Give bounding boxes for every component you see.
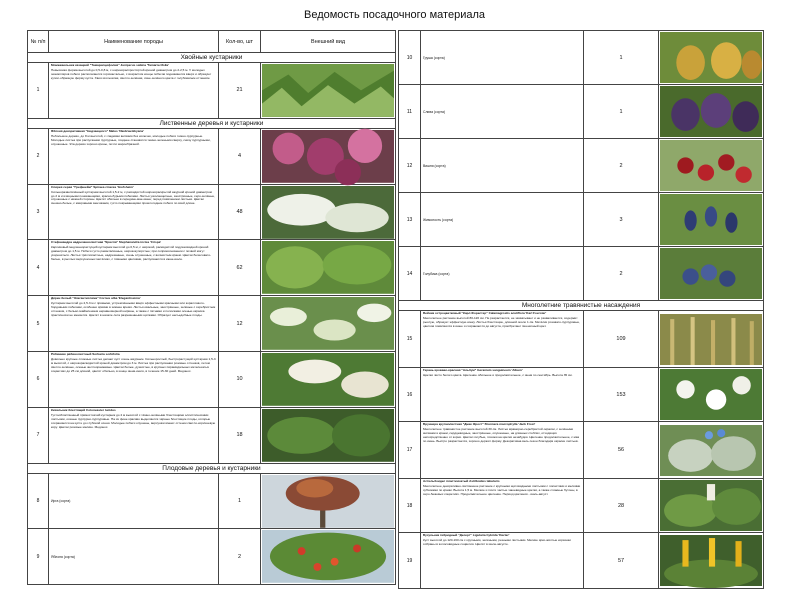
plant-qty: 1 <box>584 85 659 139</box>
plant-name: Слива (сорта) <box>421 85 584 139</box>
ligularia-photo <box>660 535 762 586</box>
right-planting-table <box>398 30 764 589</box>
pear-photo <box>660 32 762 83</box>
plant-name: Рябинник рябинолистный Sorbaria sorbifolia <box>51 351 120 356</box>
plant-description: Густооблиственный прямостоячий кустарник до 2 м высотой с тёмно-зелёными блестящими эллиптическими листьями, осенью пурпурно-пурпуровые. На их фоне красиво выделяются чёрные блестящие плоды, которые сохраняются на кусте до глубокой осени. Молодые побеги опушены, верхушки имеют оттенок светло-коричневую кору. Цветки розовые мелкие. Медонос. <box>51 412 216 429</box>
table-row: 11 Слива (сорта) 1 <box>399 85 764 139</box>
plum-photo <box>660 86 762 137</box>
table-row: 5 Дёрен белый "Элегантиссима" Cornus alba 'Elegantissima' Кустарник высотой до 2,5-3 м с прямыми, устремлёнными вверх эффектными красными или кораллового-бордовыми побегами, особенно яркими в зимнее время. Листья овальные, заострённые, зелёные с серебристым оттенком, с белым окаймлением неравномерной ширины, а также с пятнами и полосками осенью окраска практически не меняется. Цветёт в начале лета разреженными щитками. Образует несъедобные плоды. 12 <box>28 296 396 352</box>
grass-photo <box>660 314 762 365</box>
plant-description: Цветки чисто белого цвета. Цветение обильное и продолжительное, с июня по сентябрь. Высота 35 см. <box>423 372 573 377</box>
header-qty: Кол-во, шт <box>219 31 261 53</box>
plant-qty: 10 <box>219 351 261 407</box>
plant-qty: 4 <box>219 128 261 184</box>
plant-qty: 62 <box>219 240 261 296</box>
geranium-photo <box>660 369 762 420</box>
plant-qty: 12 <box>219 296 261 352</box>
table-header-row <box>28 31 396 53</box>
plant-qty: 3 <box>584 193 659 247</box>
plant-name: Кизильник блестящий Cotoneaster lucidus <box>51 407 116 412</box>
plant-description: Многолетнее растение высотой 80-120 см. Не разрастается, не захватывает и не разваливается, содержит рыхлую, образует эффектную конку. Листья блестящие, длинной около 1 см. Метёлки розовато-пурпуровые, цветков появляются в июне и сохраняются до августа, приобретают пшеничный цвет. <box>423 315 580 328</box>
amelanchier-photo <box>262 475 394 528</box>
cotoneaster-photo <box>262 409 394 462</box>
stephanandra-photo <box>262 241 394 294</box>
plant-name: Жимолость (сорта) <box>421 193 584 247</box>
plant-description: Многолетнее травянистое растение высотой 30 см. Листья мраморно-серебристой окраски, с зелёными жилками и краем, сердцевидные, заострённые, опушенные, на длинных стеблях, отходящих непосредственно от корня. Цветки голубые, похожи на цветки незабудки. Цветение продолжительное, с мая по июнь. Быстро разрастается, хорошо держит форму. Декоративна весь сезон благодаря окраске листьев. <box>423 426 580 443</box>
spiraea-photo <box>262 186 394 239</box>
plant-description: Кустарник высотой до 2,5-3 м с прямыми, устремлёнными вверх эффектными красными или кораллового-бордовыми побегами, особенно яркими в зимнее время. Листья овальные, заострённые, зелёные с серебристым оттенком, с белым окаймлением неравномерной ширины, а также с пятнами и полосками осенью окраска практически не меняется. Цветёт в начале лета разреженными щитками. Образует несъедобные плоды. <box>51 301 216 317</box>
header-look: Внешний вид <box>261 31 396 53</box>
plant-qty: 153 <box>584 368 659 422</box>
plant-description: Куст высотой до 120-160 см с крупными, зелёными, резными листьями. Мелкие ярко-жёлтые корзинки собраны в колосовидные соцветия. Цветёт в июле-августе. <box>423 537 571 546</box>
table-row: 6 Рябинник рябинолистный Sorbaria sorbifolia Довольно крупные сложные листья делают куст очень ажурным. Сильнорослый, быстрорастущий кустарник 1,5-3 м высотой, с широкораскидистой кроной диаметром до 3 м. Листья при распускании розовые оттенков, летом светло-зелёные, осенью желтооранжевые. Цветки белые, душистые, в крупных пирамидальных метельчатых соцветиях до 25 см длиной, цветёт обильно, в конце июня-июля, в течение 15-30 дней. Медонос. 10 <box>28 351 396 407</box>
plant-description: Довольно крупные сложные листья делают куст очень ажурным. Сильнорослый, быстрорастущий кустарник 1,5-3 м высотой, с широкораскидистой кроной диаметром до 3 м. Листья при распускании розовые оттенков, летом светло-зелёные, осенью желтооранжевые. Цветки белые, душистые, в крупных пирамидальных метельчатых соцветиях до 25 см длиной, цветёт обильно, в конце июня-июля, в течение 15-30 дней. Медонос. <box>51 356 216 373</box>
plant-qty: 2 <box>219 529 261 585</box>
table-row: 3 Спирея серая "Грефшейм" Spiraea cinerea 'Grefsheim' Сильноразветвлённый кустарник высотой 1,5-2 м, с раскидистой широкораскрытой ажурной кроной диаметром до 2 м и изящными поникающими, красно-бурыми побегами. Листья узколанцетные, заострённые, серо-зелёные, опушенные с нижней стороны. Цветёт обильно в середине-мае-июне; перед появлением листьев. Цветки снежно-белые, с махровыми венчиками, густо покрывающими прошлогодние побеги по всей длине. 48 <box>28 184 396 240</box>
page-title: Ведомость посадочного материала <box>304 9 485 21</box>
plant-name: Дёрен белый "Элегантиссима" Cornus alba 'Elegantissima' <box>51 296 141 301</box>
table-row: 2 Яблоня декоративная "Недзвецкого" Malus 'Niedzwetzkyana' Небольшое дерево, до 8 м высотой, с гладкими ветвями без колючек, молодые побеги темно-пурпурные. Молодые листья при распускании пурпурные, позднее становятся темно-зелеными сверху, снизу пурпурными, опушенные. Эта дерево хорошо кроны, почти шарообразной. 4 <box>28 128 396 184</box>
apple-photo <box>262 530 394 583</box>
section-row-fruit: Плодовые деревья и кустарники <box>28 463 396 473</box>
section-row-perennials: Многолетние травянистые насаждения <box>399 301 764 311</box>
plant-description: Многолетнее декоративно-лиственное растение с крупными щитовидными листьями с лопастями и мелкими зубчиками по краям. Высота 1,5 м. Мелкие и почти частые чашевидные цветки, а также сложные бутоны, в серо-бежевых соцветиях. Продолжительное цветение. Период цветения - июль-август. <box>423 483 581 496</box>
plant-name: Вишня (сорта) <box>421 139 584 193</box>
plant-qty: 2 <box>584 247 659 301</box>
plant-name: Вейник остроцветковый "Карл Форестер" Calamagrostis acutiflora 'Karl Foerster' <box>423 311 547 315</box>
plant-name: Спирея серая "Грефшейм" Spiraea cinerea 'Grefsheim' <box>51 184 134 189</box>
table-row: 16 Герань кроваво-красная "Альбум" Geranium sanguineum 'Album' Цветки чисто белого цвета. Цветение обильное и продолжительное, с июня по сентябрь. Высота 35 см. 153 <box>399 368 764 422</box>
table-row: 1 Можжевельник казацкий "Тамарисцифолия" Juniperus sabina 'Tamariscifolia' Невысокая форма высотой до 0,5-0,8 м, с широкораспростёртой кроной диаметром до 2-2,5 м. У молодых экземпляров побеги располагаются горизонтально, с возрастом концы побегов поднимаются вверх и образуют купол-образную форму куста. Хвоя игольчатая, светло-зелёная, сине-зелёного цвета с голубоватым оттенком. 21 <box>28 63 396 119</box>
section-row-conifers: Хвойные кустарники <box>28 53 396 63</box>
table-row: 14 Голубика (сорта) 2 <box>399 247 764 301</box>
plant-qty: 1 <box>584 31 659 85</box>
plant-qty: 1 <box>219 473 261 529</box>
table-row: 12 Вишня (сорта) 2 <box>399 139 764 193</box>
plant-qty: 28 <box>584 479 659 533</box>
plant-qty: 48 <box>219 184 261 240</box>
plant-qty: 2 <box>584 139 659 193</box>
sorbaria-photo <box>262 353 394 406</box>
table-row: 10 Груша (сорта) 1 <box>399 31 764 85</box>
cherry-photo <box>660 140 762 191</box>
plant-name: Голубика (сорта) <box>421 247 584 301</box>
honeysuckle-photo <box>660 194 762 245</box>
plant-name: Герань кроваво-красная "Альбум" Geranium sanguineum 'Album' <box>423 368 523 372</box>
astilboides-photo <box>660 480 762 531</box>
plant-name: Астильбоидес пластинчатый Astilboides tabularis <box>423 479 500 483</box>
table-row: 7 Кизильник блестящий Cotoneaster lucidus Густооблиственный прямостоячий кустарник до 2 м высотой с тёмно-зелёными блестящими эллиптическими листьями, осенью пурпурно-пурпуровые. На их фоне красиво выделяются чёрные блестящие плоды, которые сохраняются на кусте до глубокой осени. Молодые побеги опушены, верхушки имеют оттенок светло-коричневую кору. Цветки розовые мелкие. Медонос. 18 <box>28 407 396 463</box>
plant-name: Бруннера крупнолистная "Джек Фрост" Brunnera macrophylla 'Jack Frost' <box>423 422 536 426</box>
table-row: 9 Яблоня (сорта) 2 <box>28 529 396 585</box>
plant-name: Можжевельник казацкий "Тамарисцифолия" Juniperus sabina 'Tamariscifolia' <box>51 63 169 67</box>
plant-description: Карликовый медленнорастущий кустарник высотой до 0,5 м, с широкой, раскидистой подушковидной кроной диаметром до 1,5 м. Побеги густо разветвлённые, ширококупорстые; при соприкосновении с почвой могут укореняться. Листья трёхлопастные, надрезанные, очень слушенные, с волнистым краем. Цветки белесовато-белые, в рыхлых верхушечных метёлках, с тёмными цветками, распускаются в июне-июле. <box>51 245 212 262</box>
plant-name: Бузульник гибридный "Десерт" Ligularia hybrida 'Dezter' <box>423 533 510 537</box>
plant-name: Груша (сорта) <box>421 31 584 85</box>
plant-description: Небольшое дерево, до 8 м высотой, с гладкими ветвями без колючек, молодые побеги темно-пурпурные. Молодые листья при распускании пурпурные, позднее становятся темно-зелеными сверху, снизу пурпурными, опушенные. Эта дерево хорошо кроны, почти шарообразной. <box>51 133 211 146</box>
malus-photo <box>262 130 394 183</box>
section-row-deciduous: Лиственные деревья и кустарники <box>28 118 396 128</box>
table-row: 8 Ирга (сорта) 1 <box>28 473 396 529</box>
table-row: 17 Бруннера крупнолистная "Джек Фрост" Brunnera macrophylla 'Jack Frost' Многолетнее травянистое растение высотой 30 см. Листья мраморно-серебристой окраски, с зелёными жилками и краем, сердцевидные, заострённые, опушенные, на длинных стеблях, отходящих непосредственно от корня. Цветки голубые, похожи на цветки незабудки. Цветение продолжительное, с мая по июнь. Быстро разрастается, хорошо держит форму. Декоративна весь сезон благодаря окраске листьев. 56 <box>399 422 764 479</box>
table-row: 15 Вейник остроцветковый "Карл Форестер" Calamagrostis acutiflora 'Karl Foerster' Многолетнее растение высотой 80-120 см. Не разрастается, не захватывает и не разваливается, содержит рыхлую, образует эффектную конку. Листья блестящие, длинной около 1 см. Метёлки розовато-пурпуровые, цветков появляются в июне и сохраняются до августа, приобретают пшеничный цвет. 109 <box>399 311 764 368</box>
table-row: 19 Бузульник гибридный "Десерт" Ligularia hybrida 'Dezter' Куст высотой до 120-160 см с крупными, зелёными, резными листьями. Мелкие ярко-жёлтые корзинки собраны в колосовидные соцветия. Цветёт в июле-августе. 57 <box>399 533 764 589</box>
blueberry-photo <box>660 248 762 299</box>
plant-qty: 56 <box>584 422 659 479</box>
header-name: Наименование породы <box>49 31 219 53</box>
plant-qty: 21 <box>219 63 261 119</box>
plant-description: Сильноразветвлённый кустарник высотой 1,5-2 м, с раскидистой широкораскрытой ажурной кроной диаметром до 2 м и изящными поникающими, красно-бурыми побегами. Листья узколанцетные, заострённые, серо-зелёные, опушенные с нижней стороны. Цветёт обильно в середине-мае-июне; перед появлением листьев. Цветки снежно-белые, с махровыми венчиками, густо покрывающими прошлогодние побеги по всей длине. <box>51 189 215 206</box>
table-row: 18 Астильбоидес пластинчатый Astilboides tabularis Многолетнее декоративно-лиственное растение с крупными щитовидными листьями с лопастями и мелкими зубчиками по краям. Высота 1,5 м. Мелкие и почти частые чашевидные цветки, а также сложные бутоны, в серо-бежевых соцветиях. Продолжительное цветение. Период цветения - июль-август. 28 <box>399 479 764 533</box>
plant-name: Яблоня (сорта) <box>49 529 219 585</box>
plant-name: Стефанандра надрезаннолистная "Криспа" Stephanandra incisa 'Crispa' <box>51 240 162 245</box>
cornus-photo <box>262 297 394 350</box>
plant-qty: 57 <box>584 533 659 589</box>
table-row: 4 Стефанандра надрезаннолистная "Криспа" Stephanandra incisa 'Crispa' Карликовый медленнорастущий кустарник высотой до 0,5 м, с широкой, раскидистой подушковидной кроной диаметром до 1,5 м. Побеги густо разветвлённые, ширококупорстые; при соприкосновении с почвой могут укореняться. Листья трёхлопастные, надрезанные, очень слушенные, с волнистым краем. Цветки белесовато-белые, в рыхлых верхушечных метёлках, с тёмными цветками, распускаются в июне-июле. 62 <box>28 240 396 296</box>
plant-name: Ирга (сорта) <box>49 473 219 529</box>
plant-qty: 18 <box>219 407 261 463</box>
juniper-photo <box>262 64 394 117</box>
header-num: № п/п <box>28 31 49 53</box>
plant-name: Яблоня декоративная "Недзвецкого" Malus 'Niedzwetzkyana' <box>51 128 144 133</box>
table-row: 13 Жимолость (сорта) 3 <box>399 193 764 247</box>
left-planting-table <box>27 30 396 585</box>
plant-qty: 109 <box>584 311 659 368</box>
plant-description: Невысокая форма высотой до 0,5-0,8 м, с широкораспростёртой кроной диаметром до 2-2,5 м. У молодых экземпляров побеги располагаются горизонтально, с возрастом концы побегов поднимаются вверх и образуют купол-образную форму куста. Хвоя игольчатая, светло-зелёная, сине-зелёного цвета с голубоватым оттенком. <box>51 67 212 80</box>
brunnera-photo <box>660 425 762 476</box>
